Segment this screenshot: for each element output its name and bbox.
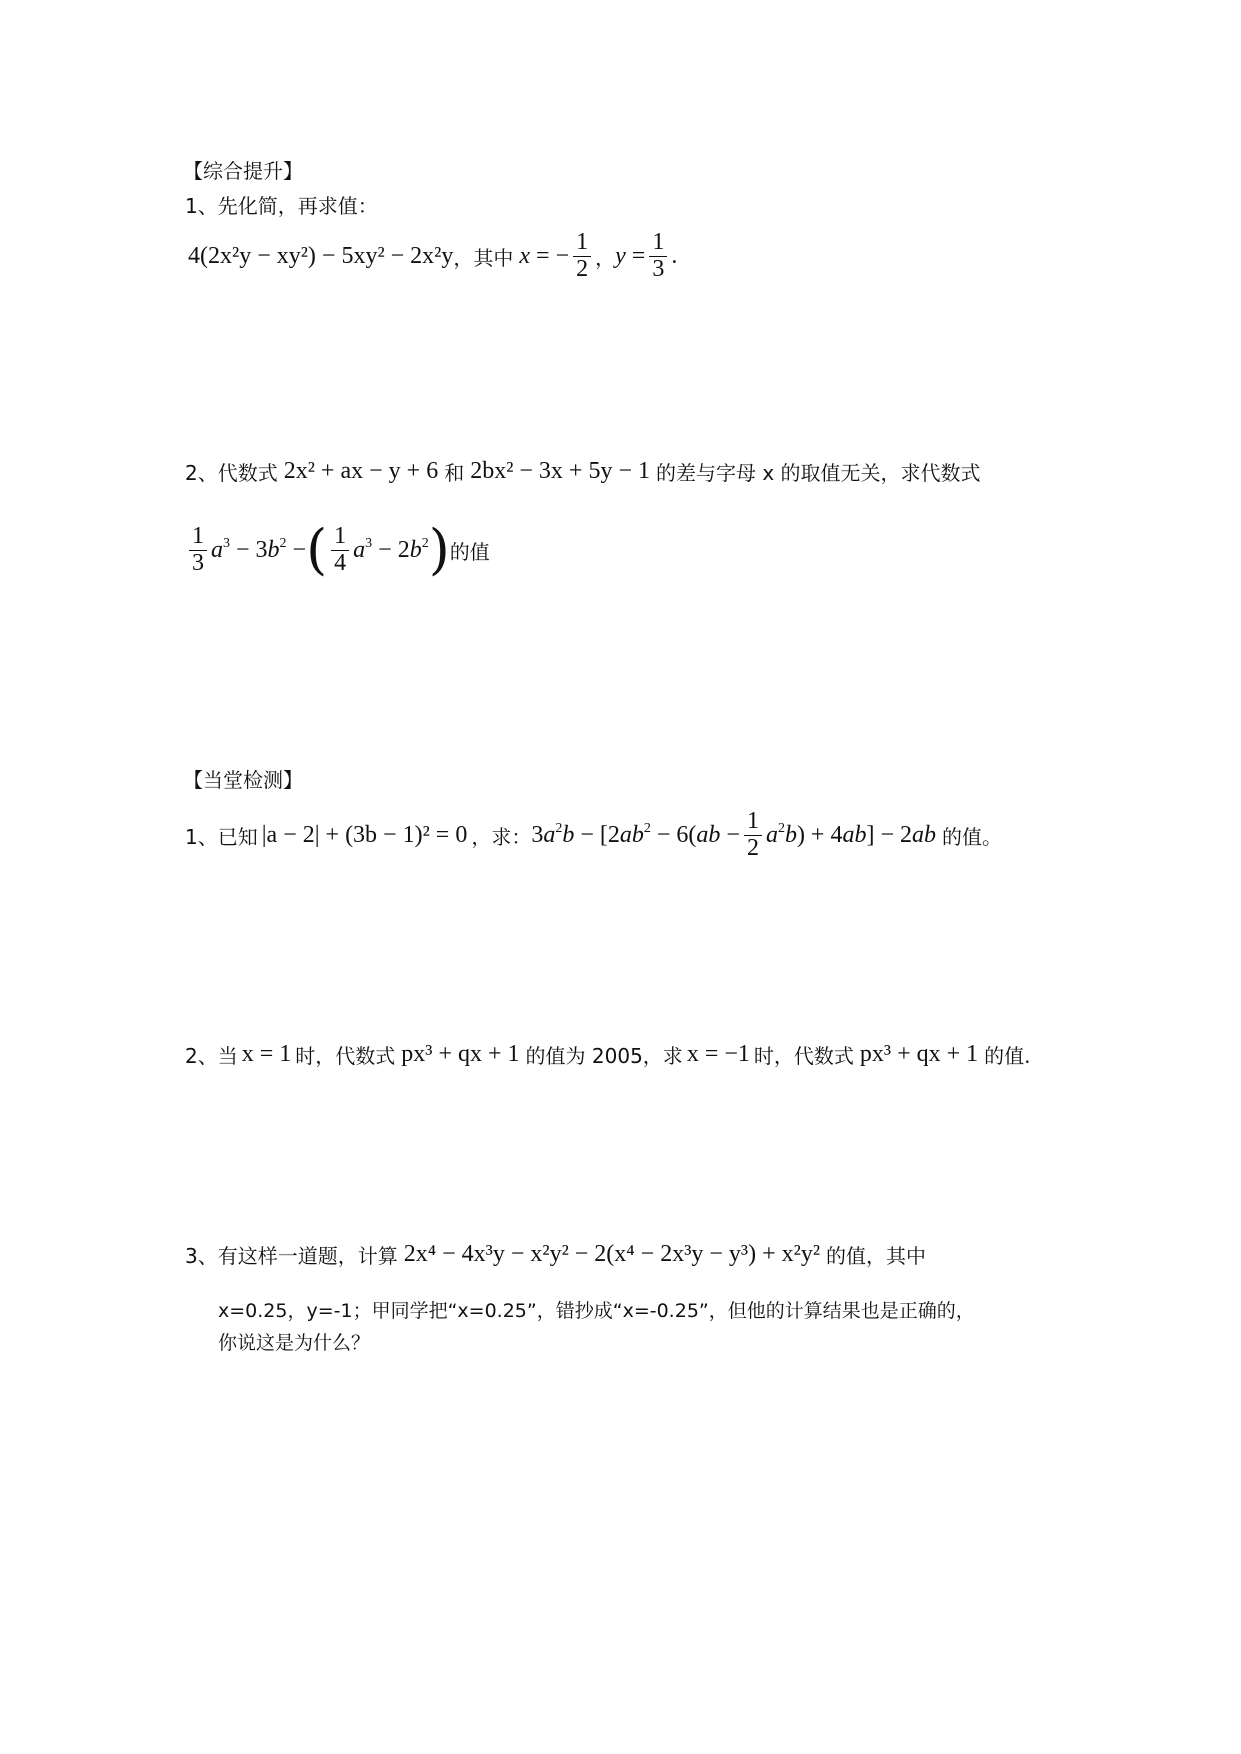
section-heading-comprehensive: 【综合提升】: [183, 159, 303, 183]
test-q1-condition: |a − 2| + (3b − 1)² = 0: [261, 821, 468, 848]
test-q2-suffix: 的值.: [984, 1043, 1031, 1068]
q1-expression: 4(2x²y − xy²) − 5xy² − 2x²y: [188, 242, 454, 269]
test-q2-line: [185, 1037, 1031, 1071]
test-q2-x1: x = 1: [241, 1040, 292, 1067]
test-q3-line3: 你说这是为什么？: [218, 1332, 371, 1354]
test-q2-t3: 时，代数式: [753, 1043, 854, 1068]
test-q2-t2: 的值为 2005，求: [525, 1043, 683, 1068]
test-q3-suffix: 的值，其中: [826, 1243, 927, 1268]
q2-suffix: 的差与字母 x 的取值无关，求代数式: [656, 460, 981, 485]
q2-expr-a: 2x² + ax − y + 6: [283, 457, 439, 484]
q1-x-fraction: $\frac{1}{2}$: [573, 230, 591, 281]
test-q1-suffix: 的值。: [942, 824, 1002, 849]
q1-expression-line: 4(2x²y − xy²) − 5xy² − 2x²y ，其中 x = − $\frac{1}{2}$ ， y = $\frac{1}{3}$ .: [188, 229, 678, 282]
section-heading-class-test: 【当堂检测】: [183, 768, 303, 792]
test-q1-line: 1、已知 |a − 2| + (3b − 1)² = 0 ，求： $3a^2b - [2ab^2 - 6(ab$ − $\frac{1}{2}$ $a^2b) + 4ab] - 2ab$ 的值。: [185, 808, 1002, 861]
test-q3-expr: 2x⁴ − 4x³y − x²y² − 2(x⁴ − 2x³y − y³) + x²y²: [403, 1240, 821, 1267]
test-q3-line2: x=0.25，y=-1；甲同学把“x=0.25”，错抄成“x=-0.25”，但他的计算结果也是正确的，: [218, 1300, 975, 1322]
test-q2-label: 2、当: [185, 1043, 238, 1068]
test-q2-t1: 时，代数式: [295, 1043, 396, 1068]
q2-line1: [185, 454, 981, 488]
test-q1-ask: ，求：: [471, 824, 532, 849]
test-q3-line1: [185, 1237, 926, 1271]
q2-prefix: 2、代数式: [185, 460, 278, 485]
q2-mid: 和: [444, 460, 465, 485]
test-q2-expr: px³ + qx + 1: [401, 1040, 520, 1067]
q2-line2-suffix: 的值: [449, 539, 490, 564]
q2-expr-b: 2bx² − 3x + 5y − 1: [470, 457, 650, 484]
q1-condition-prefix: ，其中: [453, 245, 514, 270]
test-q1-label: 1、已知: [185, 824, 258, 849]
q1-y-fraction: $\frac{1}{3}$: [649, 230, 667, 281]
q1-label: 1、先化简，再求值：: [185, 194, 378, 218]
q2-line2: $\frac{1}{3}$ $a^3 - 3b^2$ − ( $\frac{1}{4}$ $a^3 - 2b^2$ ) 的值: [185, 515, 490, 585]
test-q3-label: 3、有这样一道题，计算: [185, 1243, 398, 1268]
test-q2-x2: x = −1: [686, 1040, 750, 1067]
test-q2-expr-repeat: px³ + qx + 1: [859, 1040, 979, 1067]
